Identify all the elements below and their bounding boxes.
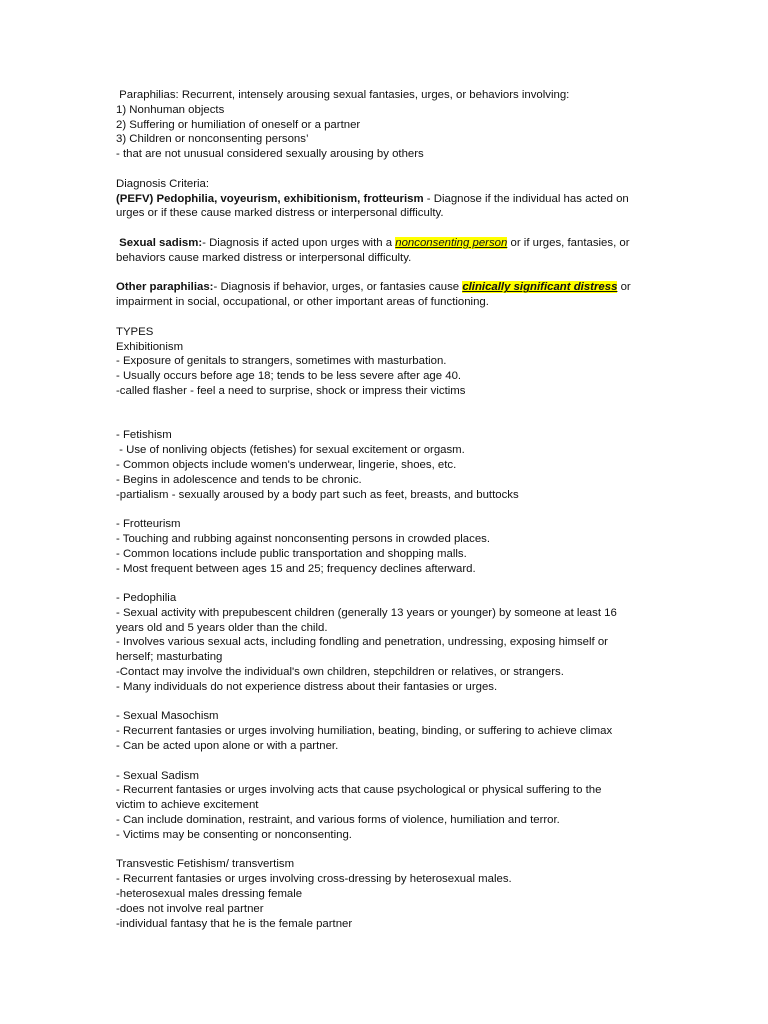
- sadism-line: victim to achieve excitement: [116, 799, 259, 812]
- pefv-text-cont: urges or if these cause marked distress or interpersonal difficulty.: [116, 207, 444, 220]
- intro-definition: Paraphilias: Recurrent, intensely arousing sexual fantasies, urges, or behaviors involving:: [116, 89, 570, 101]
- other-text: - Diagnosis if behavior, urges, or fantasies cause: [213, 281, 463, 294]
- frotteurism-line: - Touching and rubbing against nonconsenting persons in crowded places.: [116, 532, 491, 545]
- intro-item-1: 1) Nonhuman objects: [116, 103, 225, 116]
- types-heading: TYPES: [116, 325, 154, 338]
- pefv-text: - Diagnose if the individual has acted on: [423, 192, 629, 205]
- other-text-2: or: [617, 281, 631, 294]
- masochism-block: [116, 709, 646, 753]
- transvestic-line: -heterosexual males dressing female: [116, 888, 303, 901]
- pedophilia-line: - Many individuals do not experience distress about their fantasies or urges.: [116, 680, 498, 693]
- other-label: Other paraphilias:: [116, 281, 214, 294]
- sadism-title: - Sexual Sadism: [116, 769, 199, 782]
- sadism-text-cont: behaviors cause marked distress or interpersonal difficulty.: [116, 251, 412, 264]
- sadism-criterion: [116, 236, 646, 251]
- fetishism-block: [116, 428, 646, 502]
- diagnosis-heading: Diagnosis Criteria:: [116, 177, 210, 190]
- fetishism-line: - Common objects include women's underwear, lingerie, shoes, etc.: [116, 458, 457, 471]
- sadism-label: Sexual sadism:: [116, 236, 203, 249]
- frotteurism-title: - Frotteurism: [116, 518, 181, 531]
- sadism-line: - Victims may be consenting or nonconsenting.: [116, 828, 352, 841]
- sadism-highlight: nonconsenting person: [395, 236, 508, 249]
- transvestic-line: - Recurrent fantasies or urges involving cross-dressing by heterosexual males.: [116, 873, 512, 886]
- fetishism-line: - Use of nonliving objects (fetishes) for sexual excitement or orgasm.: [116, 444, 465, 457]
- fetishism-line: -partialism - sexually aroused by a body part such as feet, breasts, and buttocks: [116, 488, 519, 501]
- pedophilia-title: - Pedophilia: [116, 592, 177, 605]
- transvestic-title: Transvestic Fetishism/ transvertism: [116, 858, 295, 871]
- transvestic-line: -does not involve real partner: [116, 902, 264, 915]
- pedophilia-line: herself; masturbating: [116, 651, 223, 664]
- intro-item-3: 3) Children or nonconsenting persons’: [116, 133, 309, 146]
- frotteurism-line: - Most frequent between ages 15 and 25; frequency declines afterward.: [116, 562, 476, 575]
- sadism-line: - Recurrent fantasies or urges involving acts that cause psychological or physical suffering to the: [116, 784, 602, 797]
- transvestic-line: -individual fantasy that he is the female partner: [116, 917, 353, 930]
- pedophilia-line: - Involves various sexual acts, including fondling and penetration, undressing, exposing himself or: [116, 636, 608, 649]
- transvestic-block: [116, 857, 646, 931]
- intro-note: - that are not unusual considered sexually arousing by others: [116, 148, 424, 161]
- diagnosis-section: [116, 177, 646, 310]
- exhibitionism-line: -called flasher - feel a need to surprise, shock or impress their victims: [116, 384, 466, 397]
- sadism-text: - Diagnosis if acted upon urges with a: [202, 236, 396, 249]
- exhibitionism-line: - Exposure of genitals to strangers, sometimes with masturbation.: [116, 355, 447, 368]
- pedophilia-line: years old and 5 years older than the child.: [116, 621, 328, 634]
- intro-section: [116, 88, 646, 162]
- masochism-line: - Recurrent fantasies or urges involving humiliation, beating, binding, or suffering to achieve climax: [116, 725, 613, 738]
- exhibitionism-line: - Usually occurs before age 18; tends to be less severe after age 40.: [116, 370, 462, 383]
- sadism-line: - Can include domination, restraint, and various forms of violence, humiliation and terror.: [116, 814, 560, 827]
- pedophilia-line: - Sexual activity with prepubescent children (generally 13 years or younger) by someone at least 16: [116, 606, 617, 619]
- types-section: [116, 325, 646, 932]
- exhibitionism-title: Exhibitionism: [116, 340, 184, 353]
- other-highlight: clinically significant distress: [462, 281, 618, 294]
- masochism-title: - Sexual Masochism: [116, 710, 219, 723]
- exhibitionism-block: [116, 340, 646, 399]
- fetishism-line: - Begins in adolescence and tends to be chronic.: [116, 473, 362, 486]
- intro-item-2: 2) Suffering or humiliation of oneself or a partner: [116, 118, 361, 131]
- pedophilia-block: [116, 591, 646, 695]
- sadism-text-2: or if urges, fantasies, or: [507, 236, 630, 249]
- pefv-label: (PEFV) Pedophilia, voyeurism, exhibitionism, frotteurism: [116, 192, 424, 205]
- fetishism-title: - Fetishism: [116, 429, 172, 442]
- other-text-cont: impairment in social, occupational, or other important areas of functioning.: [116, 296, 489, 309]
- sadism-block: [116, 769, 646, 843]
- document-page: [116, 88, 646, 931]
- masochism-line: - Can be acted upon alone or with a partner.: [116, 740, 339, 753]
- pefv-criterion: [116, 192, 646, 207]
- frotteurism-block: [116, 517, 646, 576]
- frotteurism-line: - Common locations include public transportation and shopping malls.: [116, 547, 467, 560]
- other-criterion: [116, 280, 646, 295]
- pedophilia-line: -Contact may involve the individual's own children, stepchildren or relatives, or strangers.: [116, 666, 564, 679]
